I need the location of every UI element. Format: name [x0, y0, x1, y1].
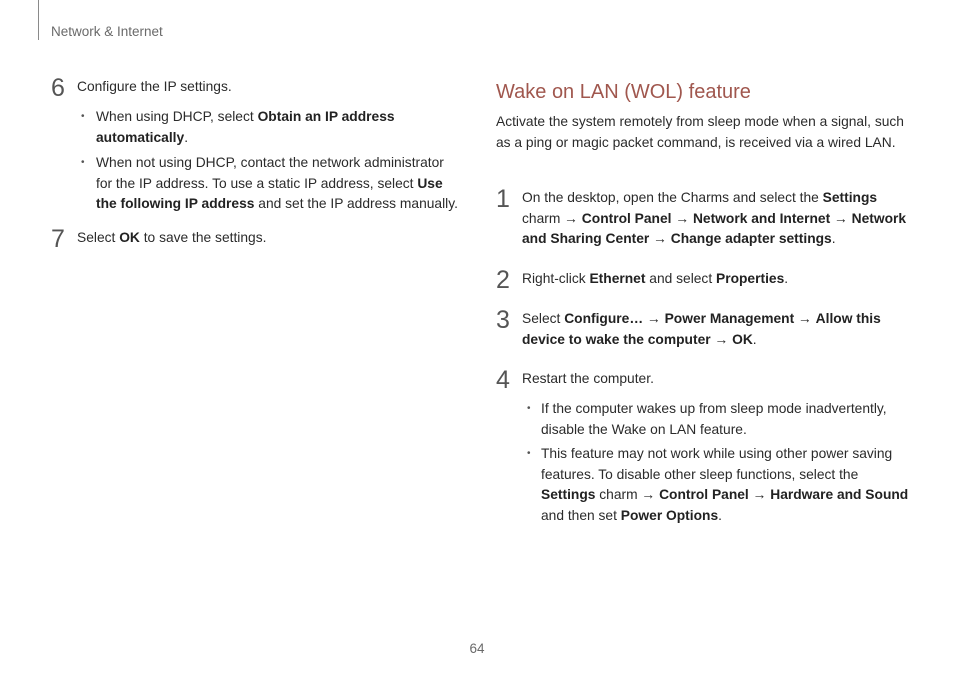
bullet-dot: • — [81, 111, 85, 122]
step-4-bullet-1: If the computer wakes up from sleep mode inadvertently, disable the Wake on LAN feature. — [541, 401, 887, 437]
header-section-title: Network & Internet — [51, 24, 163, 39]
step-4-text: Restart the computer. — [522, 371, 654, 386]
step-1-number: 1 — [496, 185, 510, 213]
step-3-text: Select Configure… → Power Management → Allow this device to wake the computer → OK. — [522, 311, 881, 347]
step-2-number: 2 — [496, 266, 510, 294]
step-6-number: 6 — [51, 74, 65, 102]
step-1-text: On the desktop, open the Charms and select the Settings charm → Control Panel → Network and Internet → Network and Sharing Center → Change adapter settings. — [522, 190, 907, 246]
step-6-bullet-1: When using DHCP, select Obtain an IP address automatically. — [96, 109, 395, 145]
header-divider — [38, 0, 39, 40]
bullet-dot: • — [527, 448, 531, 459]
step-6-bullet-2: When not using DHCP, contact the network administrator for the IP address. To use a static IP address, select Use the following IP address and set the IP address manually. — [96, 155, 458, 211]
step-3-number: 3 — [496, 306, 510, 334]
step-7-number: 7 — [51, 225, 65, 253]
section-intro: Activate the system remotely from sleep mode when a signal, such as a ping or magic packet command, is received via a wired LAN. — [496, 114, 904, 150]
section-title: Wake on LAN (WOL) feature — [496, 81, 751, 103]
bullet-dot: • — [527, 403, 531, 414]
page-number: 64 — [469, 641, 485, 656]
step-7-text: Select OK to save the settings. — [77, 230, 267, 245]
step-6-text: Configure the IP settings. — [77, 79, 232, 94]
bullet-dot: • — [81, 157, 85, 168]
step-2-text: Right-click Ethernet and select Properties. — [522, 271, 789, 286]
step-4-bullet-2: This feature may not work while using other power saving features. To disable other sleep functions, select the Settings charm → Control Panel → Hardware and Sound and then set Power Options. — [541, 446, 909, 523]
step-4-number: 4 — [496, 366, 510, 394]
